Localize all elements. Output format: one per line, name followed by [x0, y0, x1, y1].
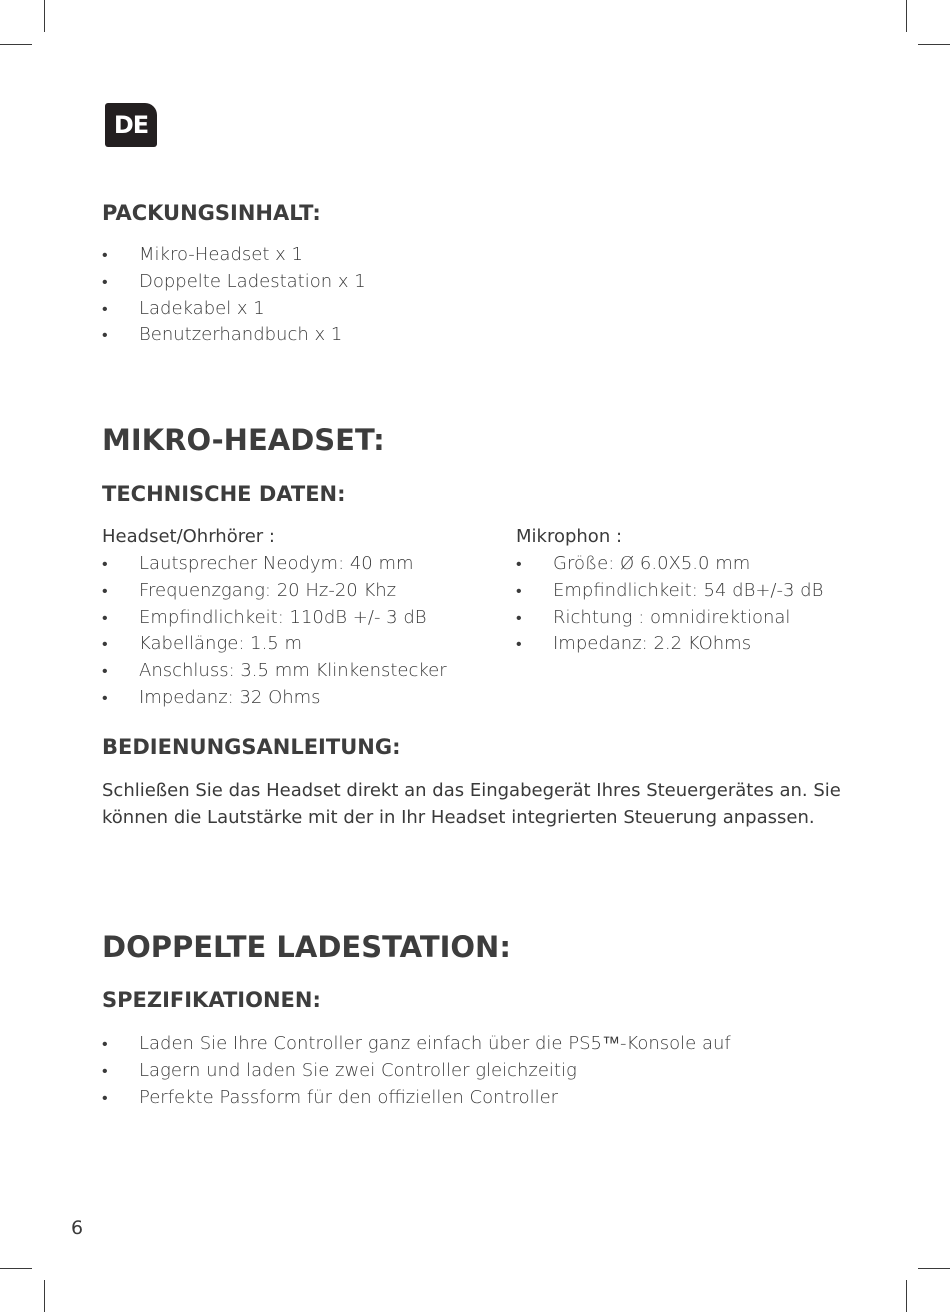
station-spec-item-text: Perfekte Passform für den offiziellen Controller: [139, 1086, 559, 1108]
mic-spec-item-text: Richtung : omnidirektional: [553, 606, 791, 628]
station-spec-item: [102, 1031, 731, 1058]
headset-spec-item-text: Lautsprecher Neodym: 40 mm: [139, 553, 414, 574]
headset-spec-item-text: Kabellänge: 1.5 m: [139, 633, 303, 655]
station-spec-item: [102, 1058, 731, 1085]
bullet-icon: •: [102, 1060, 108, 1080]
package-item: [102, 296, 366, 323]
station-spec-item-text: Laden Sie Ihre Controller ganz einfach über die PS5™-Konsole auf: [139, 1033, 731, 1054]
mic-spec-item: [516, 551, 823, 578]
headset-spec-item: [102, 631, 447, 658]
headset-spec-item: [102, 685, 447, 712]
package-contents-heading: PACKUNGSINHALT:: [102, 201, 321, 225]
page-number: 6: [71, 1217, 84, 1239]
bullet-icon: •: [102, 245, 108, 264]
package-contents-list: [102, 242, 366, 349]
crop-mark: [44, 0, 45, 32]
micro-headset-heading: MIKRO-HEADSET:: [102, 423, 385, 457]
bullet-icon: •: [102, 580, 108, 600]
bullet-icon: •: [102, 554, 108, 573]
package-item-text: Doppelte Ladestation x 1: [139, 270, 366, 292]
bullet-icon: •: [102, 687, 108, 707]
instructions-heading: BEDIENUNGSANLEITUNG:: [102, 735, 401, 759]
bullet-icon: •: [516, 554, 522, 573]
mic-spec-list: [516, 551, 823, 658]
mic-spec-item-text: Größe: Ø 6.0X5.0 mm: [553, 553, 751, 574]
bullet-icon: •: [102, 325, 108, 345]
bullet-icon: •: [102, 1087, 108, 1107]
package-item-text: Ladekabel x 1: [139, 297, 265, 319]
mic-spec-item-text: Impedanz: 2.2 KOhms: [553, 633, 752, 655]
specifications-heading: SPEZIFIKATIONEN:: [102, 988, 321, 1012]
headset-spec-item: [102, 551, 447, 578]
package-item: [102, 242, 366, 269]
headset-spec-item-text: Impedanz: 32 Ohms: [139, 686, 321, 708]
instructions-text: Schließen Sie das Headset direkt an das Eingabegerät Ihres Steuergerätes an. Sie können die Lautstärke mit der in Ihr Headset integrierten Steuerung anpassen.: [102, 780, 841, 828]
station-spec-item: [102, 1085, 731, 1112]
crop-mark: [918, 44, 950, 45]
language-badge: DE: [105, 103, 157, 147]
bullet-icon: •: [102, 298, 108, 318]
package-item: [102, 322, 366, 349]
crop-mark: [906, 0, 907, 32]
headset-spec-item: [102, 578, 447, 605]
tech-data-heading: TECHNISCHE DATEN:: [102, 482, 346, 506]
mic-spec-item: [516, 578, 823, 605]
headset-spec-item-text: Empfindlichkeit: 110dB +/- 3 dB: [139, 606, 427, 628]
package-item-text: Benutzerhandbuch x 1: [139, 324, 343, 346]
mic-label: Mikrophon :: [516, 526, 623, 547]
bullet-icon: •: [102, 607, 108, 627]
package-item: [102, 269, 366, 296]
bullet-icon: •: [516, 607, 522, 627]
mic-spec-item: [516, 605, 823, 632]
bullet-icon: •: [516, 580, 522, 600]
headset-spec-item-text: Frequenzgang: 20 Hz-20 Khz: [139, 579, 397, 601]
crop-mark: [44, 1280, 45, 1312]
bullet-icon: •: [102, 661, 108, 681]
bullet-icon: •: [102, 1034, 108, 1053]
headset-spec-item: [102, 605, 447, 632]
mic-spec-item-text: Empfindlichkeit: 54 dB+/-3 dB: [553, 579, 824, 601]
package-item-text: Mikro-Headset x 1: [139, 244, 303, 265]
station-spec-item-text: Lagern und laden Sie zwei Controller gleichzeitig: [139, 1059, 577, 1081]
bullet-icon: •: [102, 634, 108, 654]
headset-spec-item: [102, 658, 447, 685]
headset-spec-list: [102, 551, 447, 712]
crop-mark: [918, 1268, 950, 1269]
charging-station-heading: DOPPELTE LADESTATION:: [102, 930, 511, 964]
crop-mark: [0, 44, 32, 45]
charging-station-spec-list: [102, 1031, 731, 1111]
crop-mark: [0, 1268, 32, 1269]
crop-mark: [906, 1280, 907, 1312]
headset-spec-item-text: Anschluss: 3.5 mm Klinkenstecker: [139, 660, 447, 682]
bullet-icon: •: [516, 634, 522, 654]
headset-label: Headset/Ohrhörer :: [102, 526, 275, 547]
bullet-icon: •: [102, 271, 108, 291]
mic-spec-item: [516, 631, 823, 658]
